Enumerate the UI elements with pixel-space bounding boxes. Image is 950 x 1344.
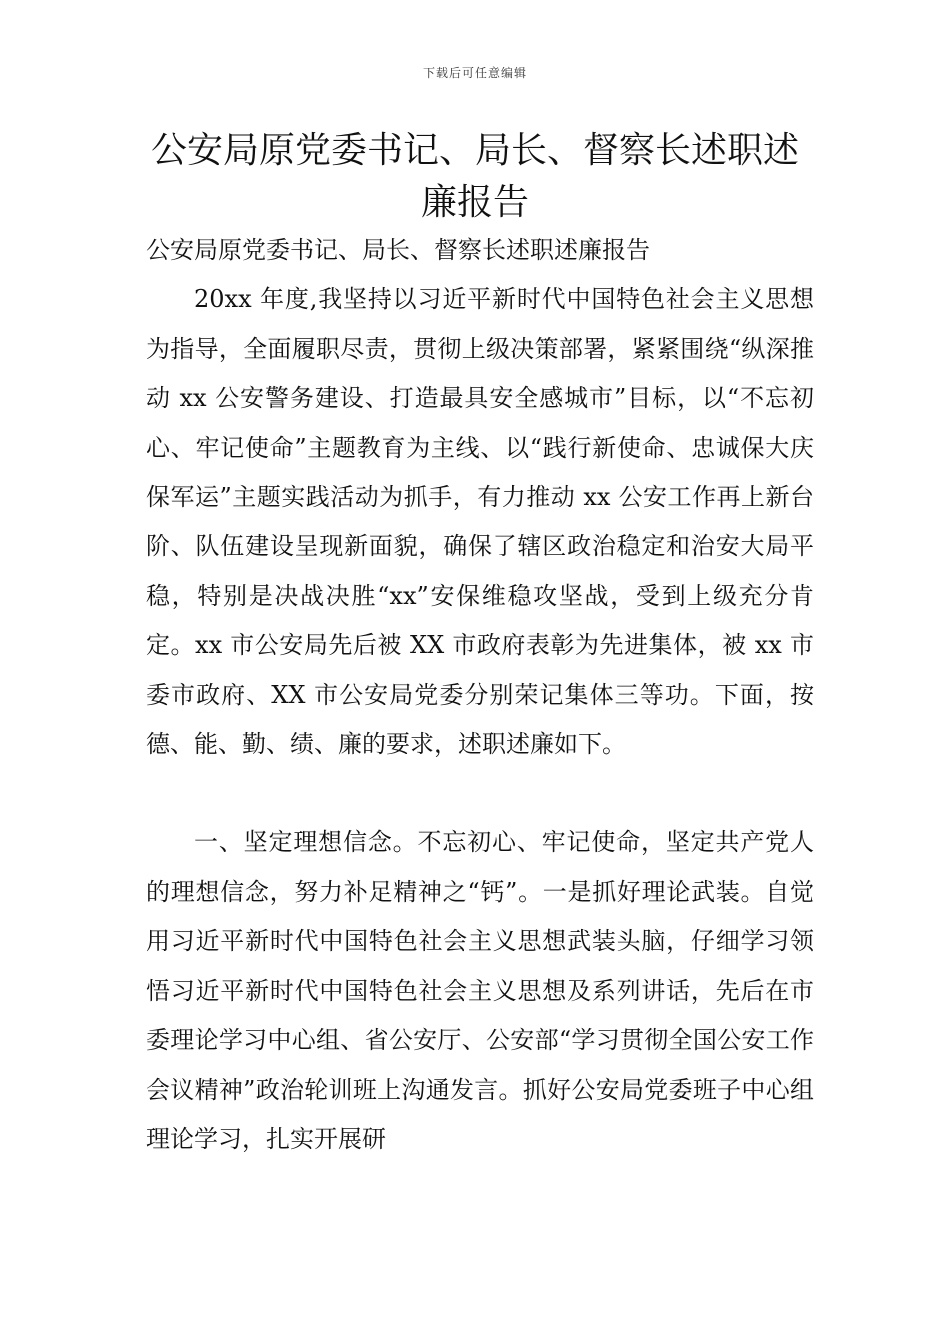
title-line-1: 公安局原党委书记、局长、督察长述职述 bbox=[150, 130, 799, 171]
document-title bbox=[120, 125, 830, 229]
paragraph-intro: 20xx 年度,我坚持以习近平新时代中国特色社会主义思想为指导，全面履职尽责，贯彻上级决策部署，紧紧围绕“纵深推动 xx 公安警务建设、打造最具安全感城市”目标，以“不忘初心、牢记使命”主题教育为主线、以“践行新使命、忠诚保大庆保军运”主题实践活动为抓手，有力推动 xx 公安工作再上新台阶、队伍建设呈现新面貌，确保了辖区政治稳定和治安大局平稳，特别是决战决胜“xx”安保维稳攻坚战，受到上级充分肯定。xx 市公安局先后被 XX 市政府表彰为先进集体，被 xx 市委市政府、XX 市公安局党委分别荣记集体三等功。下面，按德、能、勤、绩、廉的要求，述职述廉如下。 bbox=[146, 285, 814, 759]
header-note: 下载后可任意编辑 bbox=[422, 66, 527, 80]
title-line-2: 廉报告 bbox=[420, 182, 529, 223]
document-body bbox=[146, 226, 814, 1164]
document-subtitle: 公安局原党委书记、局长、督察长述职述廉报告 bbox=[146, 236, 650, 264]
paragraph-section-1: 一、坚定理想信念。不忘初心、牢记使命，坚定共产党人的理想信念，努力补足精神之“钙”。一是抓好理论武装。自觉用习近平新时代中国特色社会主义思想武装头脑，仔细学习领悟习近平新时代中国特色社会主义思想及系列讲话，先后在市委理论学习中心组、省公安厅、公安部“学习贯彻全国公安工作会议精神”政治轮训班上沟通发言。抓好公安局党委班子中心组理论学习，扎实开展研 bbox=[146, 828, 814, 1153]
paragraph-gap bbox=[146, 769, 814, 818]
